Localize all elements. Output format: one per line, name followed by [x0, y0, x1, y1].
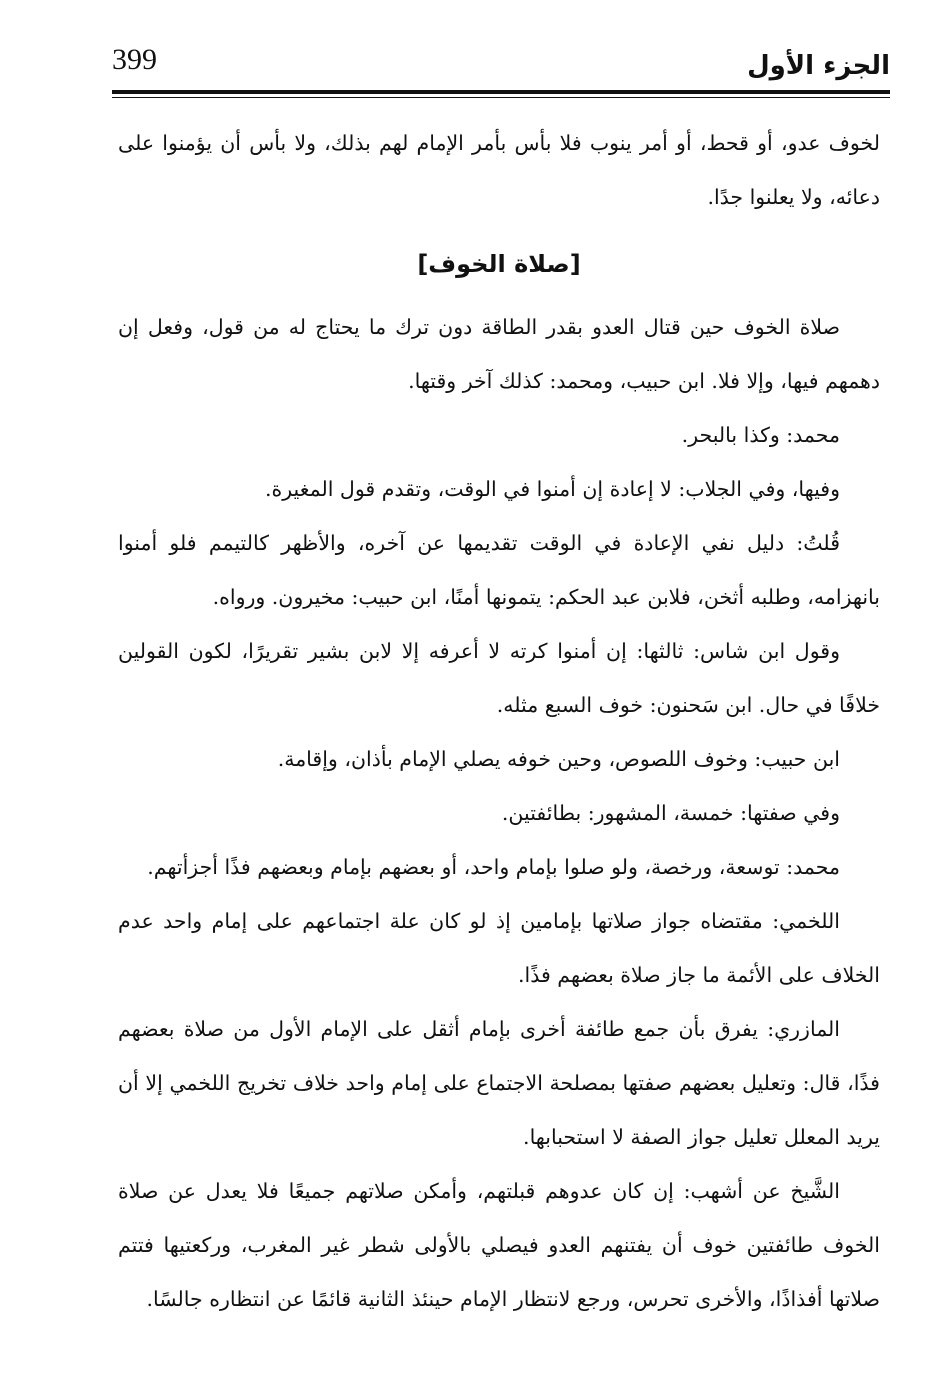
running-title: الجزء الأول [747, 51, 890, 81]
paragraph: قُلتُ: دليل نفي الإعادة في الوقت تقديمها عن آخره، والأظهر كالتيمم فلو أمنوا بانهزامه، وطلبه أثخن، فلابن عبد الحكم: يتمونها أمنًا، ابن حبيب: مخيرون. ورواه. [118, 531, 880, 609]
paragraph: وفي صفتها: خمسة، المشهور: بطائفتين. [501, 801, 840, 825]
paragraph: اللخمي: مقتضاه جواز صلاتها بإمامين إذ لو كان علة اجتماعهم على إمام واحد عدم الخلاف على الأئمة ما جاز صلاة بعضهم فذًا. [118, 909, 880, 987]
paragraph: ابن حبيب: وخوف اللصوص، وحين خوفه يصلي الإمام بأذان، وإقامة. [277, 747, 840, 771]
paragraph: صلاة الخوف حين قتال العدو بقدر الطاقة دون ترك ما يحتاج له من قول، وفعل إن دهمهم فيها، وإلا فلا. ابن حبيب، ومحمد: كذلك آخر وقتها. [118, 315, 880, 393]
section-heading: [صلاة الخوف] [417, 250, 581, 278]
paragraph: محمد: توسعة، ورخصة، ولو صلوا بإمام واحد، أو بعضهم بإمام وبعضهم فذًا أجزأتهم. [147, 855, 840, 879]
paragraph: المازري: يفرق بأن جمع طائفة أخرى بإمام أثقل على الإمام الأول من صلاة بعضهم فذًا، قال: وتعليل بعضهم صفتها بمصلحة الاجتماع على إمام واحد خلاف تخريج اللخمي إلا أن يريد المعلل تعليل جواز الصفة لا استحبابها. [118, 1017, 880, 1149]
intro-paragraph: لخوف عدو، أو قحط، أو أمر ينوب فلا بأس بأمر الإمام لهم بذلك، ولا بأس أن يؤمنوا على دعائه، ولا يعلنوا جدًا. [118, 131, 880, 209]
page-header [112, 38, 890, 94]
header-rule-thick [112, 90, 890, 94]
paragraph: وفيها، وفي الجلاب: لا إعادة إن أمنوا في الوقت، وتقدم قول المغيرة. [264, 477, 840, 501]
paragraph: محمد: وكذا بالبحر. [681, 423, 840, 447]
page-number: 399 [112, 43, 157, 76]
paragraph: وقول ابن شاس: ثالثها: إن أمنوا كرته لا أعرفه إلا لابن بشير تقريرًا، لكون القولين خلافًا في حال. ابن سَحنون: خوف السبع مثله. [118, 639, 880, 717]
header-rule-thin [112, 97, 890, 98]
paragraph: الشَّيخ عن أشهب: إن كان عدوهم قبلتهم، وأمكن صلاتهم جميعًا فلا يعدل عن صلاة الخوف طائفتين خوف أن يفتنهم العدو فيصلي بالأولى شطر غير المغرب، وركعتيها فتتم صلاتها أفذاذًا، والأخرى تحرس، ورجع لانتظار الإمام حينئذ الثانية قائمًا عن انتظاره جالسًا. [118, 1179, 880, 1311]
body-text [118, 116, 880, 1326]
